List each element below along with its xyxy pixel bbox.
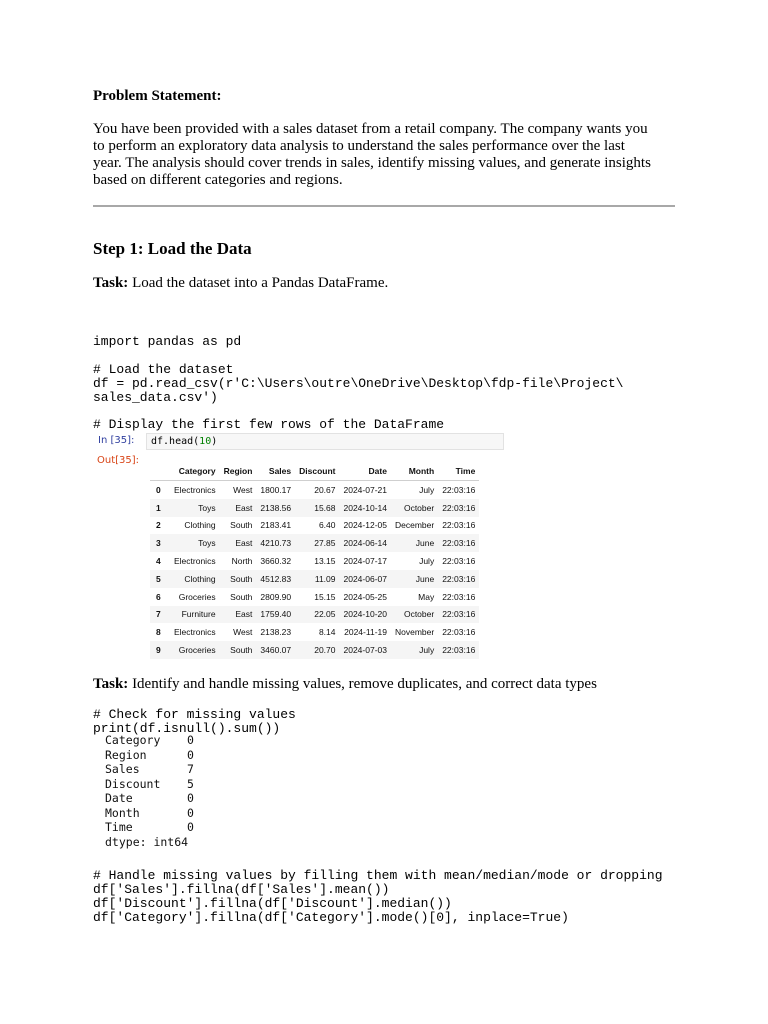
table-cell: 9 (150, 641, 170, 659)
code-fillna-discount: df['Discount'].fillna(df['Discount'].median()) (93, 896, 452, 911)
isnull-row (105, 791, 194, 806)
input-code-post: ) (211, 436, 218, 447)
isnull-row (105, 762, 194, 777)
table-row (150, 570, 479, 588)
table-cell: West (233, 627, 253, 638)
isnull-key: Category (105, 733, 161, 747)
table-cell: 2024-10-14 (340, 499, 391, 517)
table-cell: Clothing (170, 570, 220, 588)
input-code-num: 10 (199, 436, 212, 447)
isnull-row (105, 806, 194, 821)
table-cell: 2024-05-25 (343, 591, 387, 602)
table-cell: June (391, 570, 438, 588)
table-cell: October (391, 499, 438, 517)
table-cell: 2024-11-19 (344, 627, 387, 638)
table-cell: 2024-07-21 (343, 484, 387, 495)
table-cell: South (230, 520, 253, 531)
table-row (150, 552, 479, 570)
table-cell: 15.68 (295, 499, 339, 517)
table-cell: May (418, 591, 435, 602)
table-cell: 8.14 (318, 627, 336, 638)
table-cell: West (233, 484, 253, 495)
table-cell: 2138.23 (260, 627, 292, 638)
code-comment-load: # Load the dataset (93, 362, 234, 377)
isnull-row (105, 820, 194, 835)
code-read-csv-2: sales_data.csv') (93, 390, 218, 405)
task-text: Load the dataset into a Pandas DataFrame. (128, 275, 389, 291)
table-cell: 15.15 (314, 591, 336, 602)
table-cell: 4 (156, 556, 161, 567)
table-row (150, 588, 479, 606)
table-cell: 2024-06-07 (340, 570, 391, 588)
table-cell: 27.85 (295, 534, 339, 552)
header-region: Region (220, 462, 257, 481)
table-cell: 22:03:16 (442, 591, 476, 602)
isnull-row (105, 748, 194, 763)
code-comment-handle: # Handle missing values by filling them with mean/median/mode or dropping (93, 868, 663, 883)
isnull-row (105, 777, 194, 792)
table-row (150, 517, 479, 535)
problem-line: based on different categories and regions. (93, 172, 343, 188)
isnull-output (105, 733, 194, 849)
table-cell: July (419, 556, 435, 567)
code-read-csv-1: df = pd.read_csv(r'C:\Users\outre\OneDrive\Desktop\fdp-file\Project\ (93, 376, 624, 391)
input-code-pre: df.head( (151, 436, 200, 447)
header-date: Date (340, 462, 391, 481)
table-cell: Electronics (174, 627, 216, 638)
table-cell: 5 (150, 570, 170, 588)
table-cell: 11.09 (295, 570, 339, 588)
isnull-key: Discount (105, 776, 161, 791)
isnull-dtype: dtype: int64 (105, 834, 189, 849)
table-cell: Toys (170, 499, 220, 517)
isnull-value: 7 (187, 762, 194, 776)
header-category: Category (170, 462, 220, 481)
table-cell: 2 (156, 520, 161, 531)
isnull-value: 0 (187, 791, 194, 805)
table-cell: July (391, 641, 438, 659)
table-cell: 22:03:16 (438, 499, 479, 517)
table-cell: 22:03:16 (442, 484, 476, 495)
isnull-key: Time (105, 820, 133, 834)
table-cell: Groceries (170, 641, 220, 659)
table-cell: 22:03:16 (442, 556, 476, 567)
table-cell: 1 (150, 499, 170, 517)
table-cell: December (394, 520, 435, 531)
table-cell: 1759.40 (256, 606, 295, 624)
table-row (150, 499, 479, 517)
table-cell: Furniture (170, 606, 220, 624)
table-cell: Toys (170, 534, 220, 552)
code-import: import pandas as pd (93, 334, 242, 349)
header-discount: Discount (295, 462, 339, 481)
in-prompt: In [35]: (98, 435, 135, 446)
isnull-row (105, 733, 194, 748)
table-cell: East (220, 534, 257, 552)
table-cell: 22:03:16 (438, 606, 479, 624)
out-prompt: Out[35]: (97, 455, 140, 466)
isnull-value: 0 (187, 733, 194, 747)
table-cell: 2024-12-05 (343, 520, 387, 531)
task2-text: Identify and handle missing values, remove duplicates, and correct data types (128, 676, 597, 692)
table-row (150, 481, 479, 499)
isnull-key: Month (105, 805, 140, 820)
table-cell: October (391, 606, 438, 624)
table-cell: July (419, 484, 435, 495)
problem-line: year. The analysis should cover trends in sales, identify missing values, and generate insights (93, 155, 651, 171)
isnull-value: 0 (187, 820, 194, 834)
problem-line: to perform an exploratory data analysis to understand the sales performance over the last (93, 138, 625, 154)
table-cell: Electronics (174, 484, 216, 495)
isnull-value: 0 (187, 747, 194, 762)
table-cell: 2183.41 (260, 520, 292, 531)
task2 (93, 676, 597, 693)
header-month: Month (391, 462, 438, 481)
table-cell: South (220, 641, 257, 659)
table-cell: 0 (156, 484, 161, 495)
code-print-isnull: print(df.isnull().sum()) (93, 721, 281, 736)
table-cell: East (220, 606, 257, 624)
table-cell: 7 (150, 606, 170, 624)
table-cell: Groceries (178, 591, 216, 602)
table-cell: 6.40 (318, 520, 336, 531)
header-sales: Sales (256, 462, 295, 481)
step1-task (93, 275, 388, 292)
isnull-key: Sales (105, 762, 140, 776)
code-comment-missing: # Check for missing values (93, 707, 296, 722)
table-cell: June (391, 534, 438, 552)
isnull-key: Date (105, 791, 133, 805)
table-cell: 3460.07 (256, 641, 295, 659)
code-fillna-category: df['Category'].fillna(df['Category'].mode()[0], inplace=True) (93, 910, 569, 925)
table-cell: Clothing (184, 520, 216, 531)
dataframe-table (150, 462, 479, 659)
table-cell: 8 (156, 627, 161, 638)
isnull-value: 0 (187, 805, 194, 820)
table-cell: 22:03:16 (442, 520, 476, 531)
table-cell: 22:03:16 (438, 534, 479, 552)
table-cell: 20.67 (314, 484, 336, 495)
table-cell: North (231, 556, 253, 567)
table-cell: 22.05 (295, 606, 339, 624)
header-index (150, 462, 170, 481)
table-row (150, 606, 479, 624)
task-label: Task: (93, 275, 129, 291)
table-cell: Electronics (174, 556, 216, 567)
task2-label: Task: (93, 676, 129, 692)
table-cell: 1800.17 (260, 484, 292, 495)
table-cell: 22:03:16 (438, 570, 479, 588)
table-cell: South (220, 570, 257, 588)
table-cell: 2809.90 (260, 591, 292, 602)
table-cell: 3660.32 (260, 556, 292, 567)
table-cell: November (394, 627, 435, 638)
problem-heading: Problem Statement: (93, 88, 222, 104)
isnull-value: 5 (187, 776, 194, 791)
table-cell: 2024-10-20 (340, 606, 391, 624)
table-header-row (150, 462, 479, 481)
notebook-input-cell[interactable] (146, 433, 504, 450)
table-cell: 2024-06-14 (340, 534, 391, 552)
table-cell: East (220, 499, 257, 517)
code-comment-display: # Display the first few rows of the DataFrame (93, 417, 445, 432)
table-cell: South (230, 591, 253, 602)
table-cell: 22:03:16 (438, 641, 479, 659)
table-row (150, 641, 479, 659)
code-fillna-sales: df['Sales'].fillna(df['Sales'].mean()) (93, 882, 390, 897)
table-cell: 22:03:16 (442, 627, 476, 638)
table-cell: 3 (150, 534, 170, 552)
table-cell: 6 (156, 591, 161, 602)
problem-line: You have been provided with a sales dataset from a retail company. The company wants you (93, 121, 648, 137)
horizontal-divider (93, 205, 675, 207)
isnull-key: Region (105, 747, 147, 762)
table-cell: 2138.56 (256, 499, 295, 517)
table-cell: 2024-07-03 (340, 641, 391, 659)
table-cell: 4210.73 (256, 534, 295, 552)
table-cell: 13.15 (314, 556, 336, 567)
header-time: Time (438, 462, 479, 481)
table-cell: 2024-07-17 (343, 556, 387, 567)
problem-paragraph (93, 121, 693, 189)
table-cell: 4512.83 (256, 570, 295, 588)
table-cell: 20.70 (295, 641, 339, 659)
step1-heading: Step 1: Load the Data (93, 239, 252, 258)
table-row (150, 623, 479, 641)
table-row (150, 534, 479, 552)
